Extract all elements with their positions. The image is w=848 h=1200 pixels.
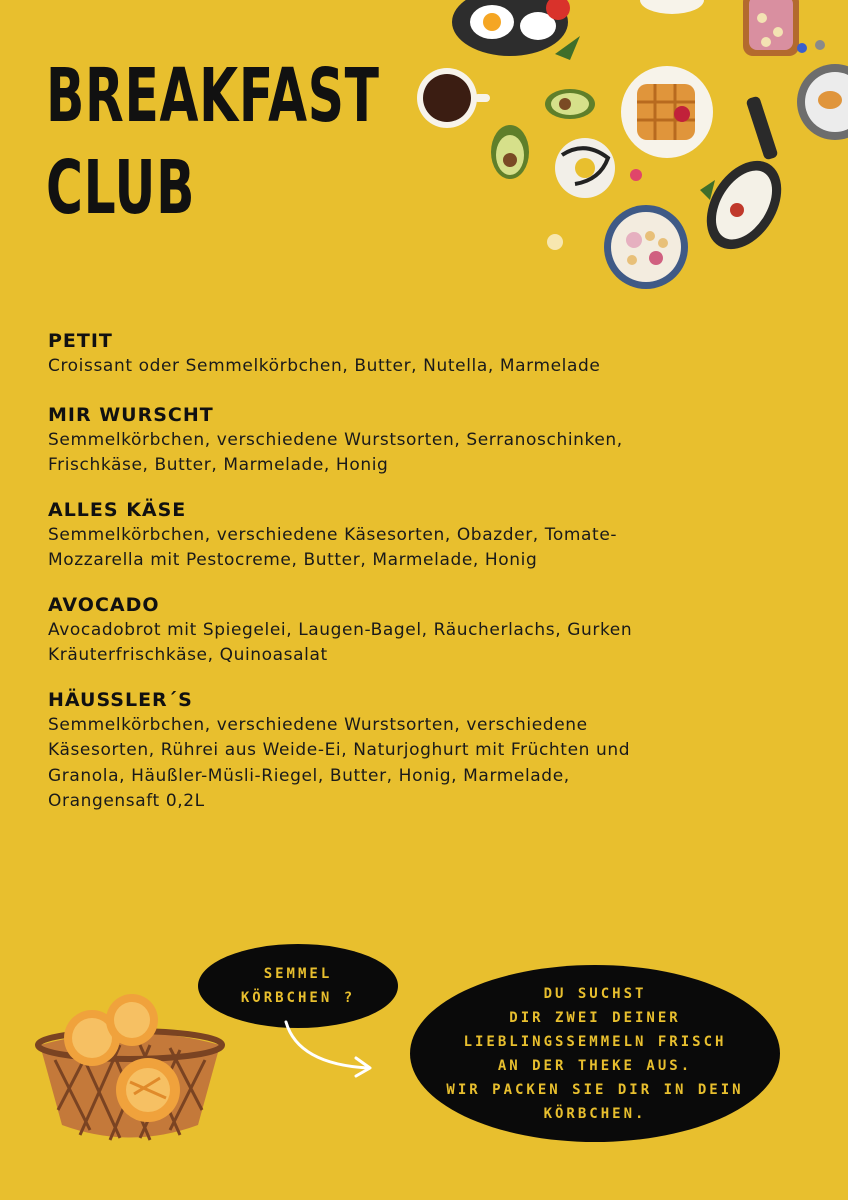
speech-bubble-answer [410,965,780,1142]
menu-item-description: Avocadobrot mit Spiegelei, Laugen-Bagel, Räucherlachs, Gurken Kräuterfrischkäse, Quinoasalat [48,619,633,665]
menu-item-alles-kaese [48,499,728,574]
menu-item-petit [48,330,728,380]
menu-item-name: ALLES KÄSE [48,498,187,521]
menu-item-haeusslers [48,689,728,815]
menu-item-description: Semmelkörbchen, verschiedene Käsesorten, Obazder, Tomate- Mozzarella mit Pestocreme, Butter, Marmelade, Honig [48,524,618,570]
menu-item-avocado [48,594,728,669]
menu-item-description: Croissant oder Semmelkörbchen, Butter, Nutella, Marmelade [48,356,601,376]
bubble-answer-text: DU SUCHST DIR ZWEI DEINER LIEBLINGSSEMMELN FRISCH AN DER THEKE AUS. WIR PACKEN SIE DIR IN DEIN KÖRBCHEN. [446,985,744,1122]
menu-item-description: Semmelkörbchen, verschiedene Wurstsorten, verschiedene Käsesorten, Rührei aus Weide-Ei, Naturjoghurt mit Früchten und Granola, Häußler-Müsli-Riegel, Butter, Honig, Marmelade, Orangensaft 0,2L [48,714,631,811]
menu-item-mir-wurscht [48,404,728,479]
page-title [46,50,380,234]
menu-item-description: Semmelkörbchen, verschiedene Wurstsorten, Serranoschinken, Frischkäse, Butter, Marmelade, Honig [48,429,623,475]
arrow-icon [280,1018,380,1078]
menu-item-name: MIR WURSCHT [48,403,214,426]
speech-bubble-question [198,944,398,1028]
menu-item-name: PETIT [48,330,113,352]
breakfast-menu [48,330,728,835]
menu-item-name: HÄUSSLER´S [48,688,193,711]
bread-basket-illustration [30,990,230,1150]
title-line-2: CLUB [46,145,196,231]
menu-item-name: AVOCADO [48,593,160,616]
title-line-1: BREAKFAST [46,53,380,139]
breakfast-food-illustration [410,0,848,300]
bubble-question-text: SEMMEL KÖRBCHEN ? [240,966,356,1006]
